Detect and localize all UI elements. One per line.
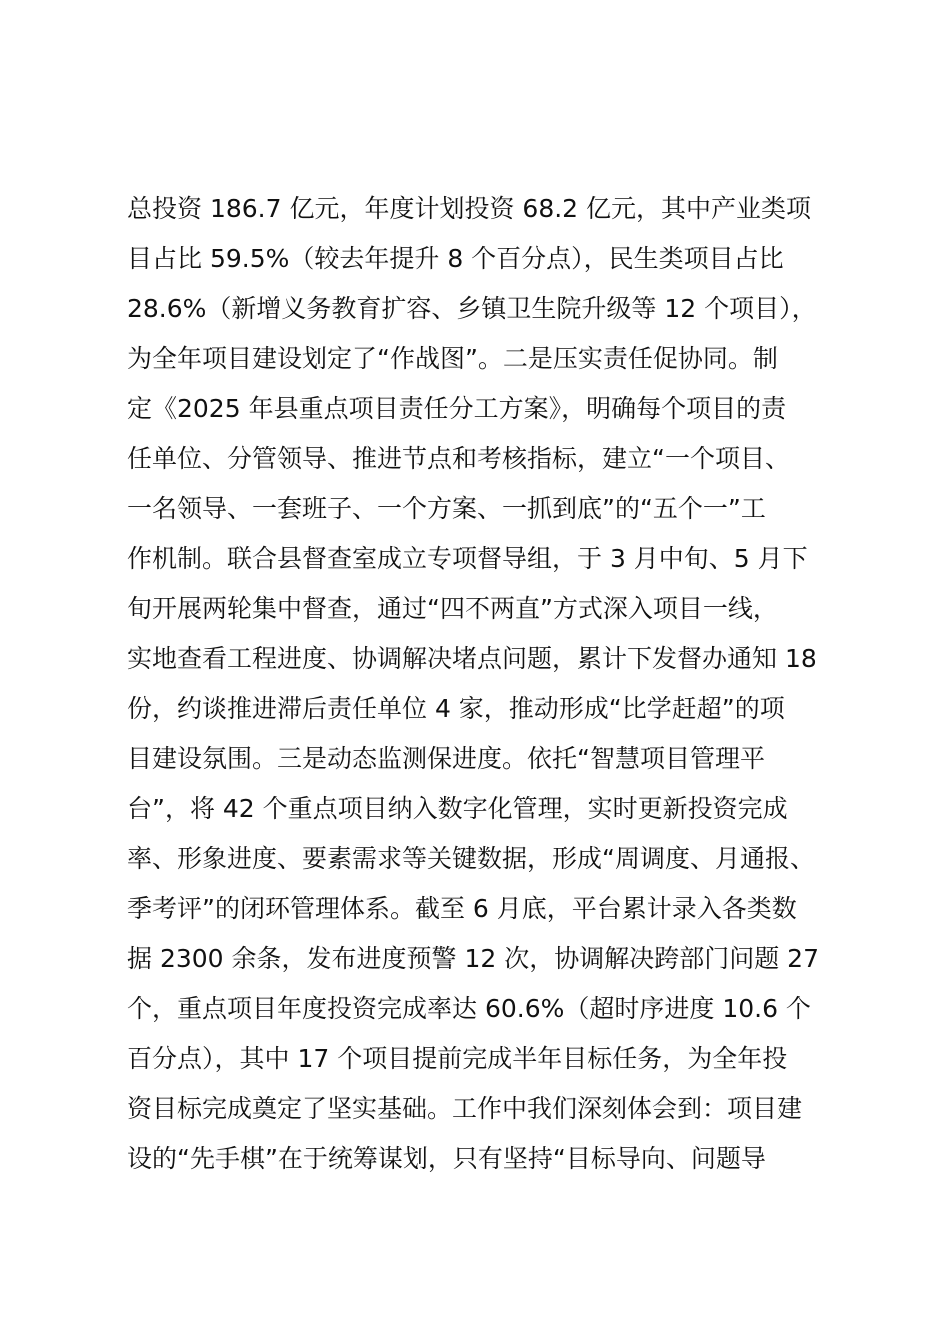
text-line: 总投资 186.7 亿元，年度计划投资 68.2 亿元，其中产业类项: [127, 194, 812, 223]
body-paragraph: [127, 184, 847, 1184]
text-line: 目占比 59.5%（较去年提升 8 个百分点），民生类项目占比: [127, 244, 784, 273]
text-line: 定《2025 年县重点项目责任分工方案》，明确每个项目的责: [127, 394, 787, 423]
text-line: 季考评”的闭环管理体系。截至 6 月底，平台累计录入各类数: [127, 894, 797, 923]
text-line: 据 2300 余条，发布进度预警 12 次，协调解决跨部门问题 27: [127, 944, 819, 973]
text-line: 个，重点项目年度投资完成率达 60.6%（超时序进度 10.6 个: [127, 994, 811, 1023]
text-line: 率、形象进度、要素需求等关键数据，形成“周调度、月通报、: [127, 844, 815, 873]
text-line: 实地查看工程进度、协调解决堵点问题，累计下发督办通知 18: [127, 644, 817, 673]
text-line: 设的“先手棋”在于统筹谋划，只有坚持“目标导向、问题导: [127, 1144, 766, 1173]
text-line: 一名领导、一套班子、一个方案、一抓到底”的“五个一”工: [127, 494, 766, 523]
text-line: 任单位、分管领导、推进节点和考核指标，建立“一个项目、: [127, 444, 790, 473]
text-line: 百分点），其中 17 个项目提前完成半年目标任务，为全年投: [127, 1044, 788, 1073]
text-line: 为全年项目建设划定了“作战图”。二是压实责任促协同。制: [127, 344, 778, 373]
text-line: 份，约谈推进滞后责任单位 4 家，推动形成“比学赶超”的项: [127, 694, 785, 723]
text-line: 28.6%（新增义务教育扩容、乡镇卫生院升级等 12 个项目），: [127, 294, 817, 323]
text-line: 旬开展两轮集中督查，通过“四不两直”方式深入项目一线，: [127, 594, 778, 623]
text-line: 台”，将 42 个重点项目纳入数字化管理，实时更新投资完成: [127, 794, 788, 823]
text-line: 目建设氛围。三是动态监测保进度。依托“智慧项目管理平: [127, 744, 765, 773]
text-line: 资目标完成奠定了坚实基础。工作中我们深刻体会到：项目建: [127, 1094, 803, 1123]
text-line: 作机制。联合县督查室成立专项督导组，于 3 月中旬、5 月下: [127, 544, 808, 573]
